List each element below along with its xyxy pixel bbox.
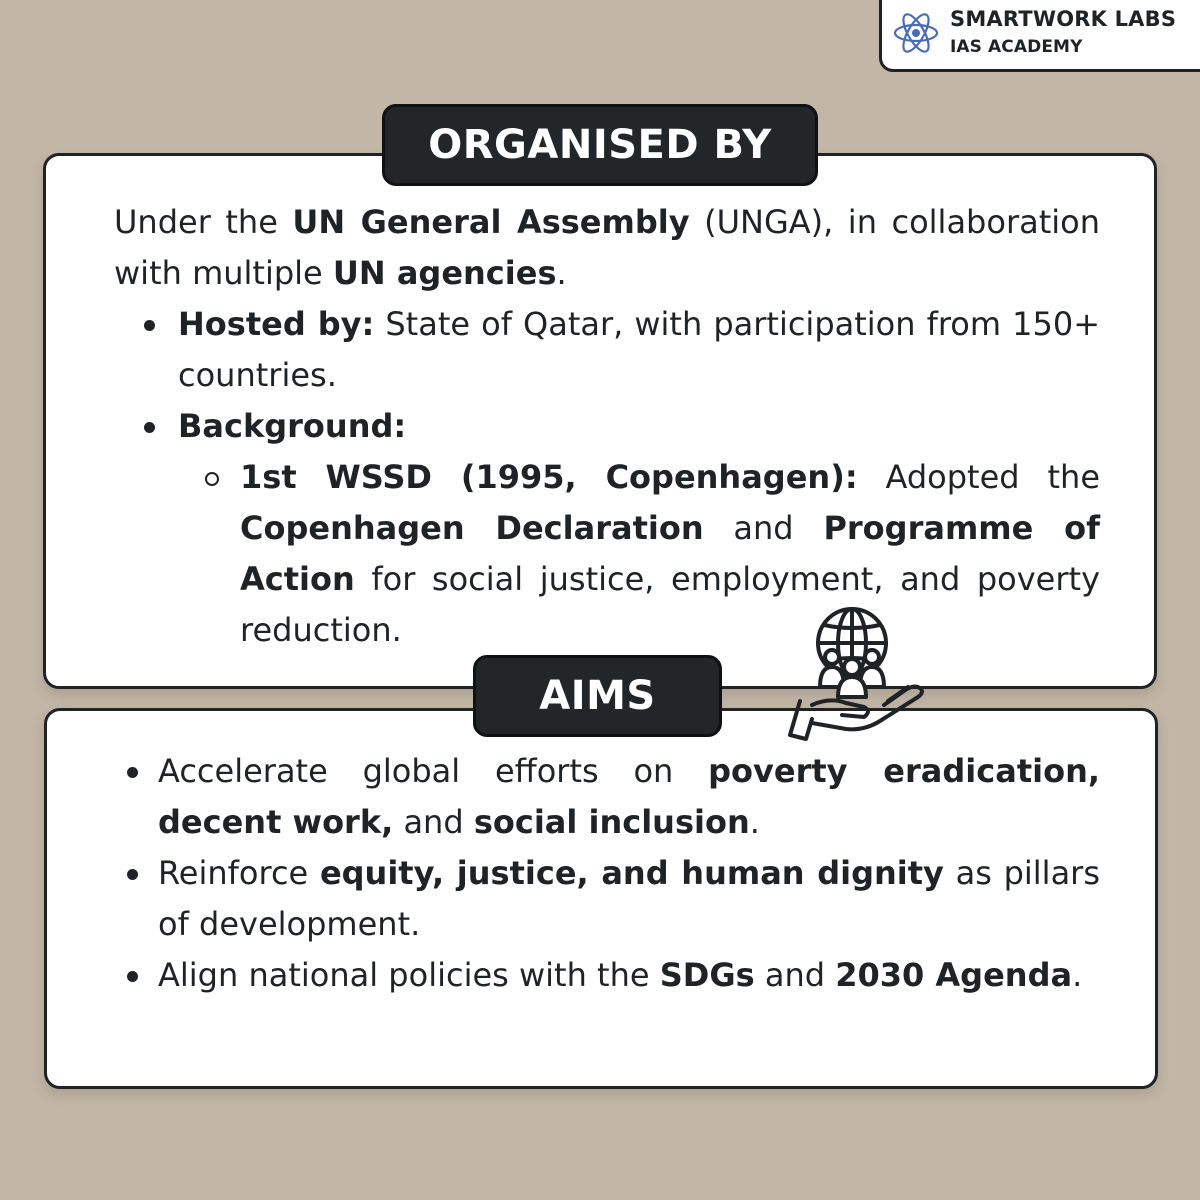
brand-logo — [879, 0, 1200, 72]
sub-bullet-ring — [205, 472, 219, 486]
intro-bold-unga: UN General Assembly — [292, 203, 690, 241]
organised-intro — [114, 197, 1100, 299]
bullet-dot — [127, 869, 138, 880]
aim1-text-3: . — [749, 803, 760, 841]
aim1-bold-1: poverty eradication, decent work, — [158, 752, 1101, 841]
intro-text-2: (UNGA), in collaboration with multiple — [114, 203, 1100, 292]
organised-by-heading: ORGANISED BY — [382, 104, 818, 186]
aim3-text-3: . — [1072, 956, 1083, 994]
wssd-text-3: for social justice, employment, and poverty reduction. — [240, 560, 1100, 649]
wssd-text-2: and — [703, 509, 824, 547]
aims-heading: AIMS — [473, 655, 722, 737]
hosted-by-item — [178, 299, 1100, 401]
aim2-bold-1: equity, justice, and human dignity — [319, 854, 944, 892]
wssd-bold-programme: Programme of Action — [240, 509, 1101, 598]
bullet-dot — [144, 422, 155, 433]
bullet-dot — [127, 971, 138, 982]
globe-hand-icon — [780, 605, 930, 745]
wssd-text-1: Adopted the — [857, 458, 1101, 496]
wssd-label: 1st WSSD (1995, Copenhagen): — [240, 458, 858, 496]
intro-text-3: . — [556, 254, 567, 292]
aim3-text-2: and — [754, 956, 836, 994]
aim3-bold-sdgs: SDGs — [659, 956, 755, 994]
intro-bold-un-agencies: UN agencies — [332, 254, 557, 292]
aim3-bold-agenda: 2030 Agenda — [835, 956, 1073, 994]
aim-item-2 — [158, 848, 1100, 950]
wssd-item — [240, 452, 1100, 656]
aim-item-3 — [158, 950, 1100, 1001]
aim2-text-2: as pillars of development. — [158, 854, 1101, 943]
aim1-text-2: and — [393, 803, 474, 841]
background-label: Background: — [178, 407, 407, 445]
bullet-dot — [127, 767, 138, 778]
bullet-dot — [144, 320, 155, 331]
brand-subtitle: IAS ACADEMY — [950, 37, 1083, 57]
aim1-bold-2: social inclusion — [473, 803, 750, 841]
background-item — [178, 401, 1100, 452]
aim2-text-1: Reinforce — [158, 854, 320, 892]
aim3-text-1: Align national policies with the — [158, 956, 660, 994]
hosted-by-label: Hosted by: — [178, 305, 375, 343]
aim1-text-1: Accelerate global efforts on — [158, 752, 709, 790]
hosted-by-text: State of Qatar, with participation from 150+ countries. — [178, 305, 1101, 394]
intro-text-1: Under the — [114, 203, 293, 241]
wssd-bold-declaration: Copenhagen Declaration — [240, 509, 704, 547]
brand-name: SMARTWORK LABS — [950, 7, 1177, 31]
atom-icon — [892, 9, 940, 57]
aim-item-1 — [158, 746, 1100, 848]
